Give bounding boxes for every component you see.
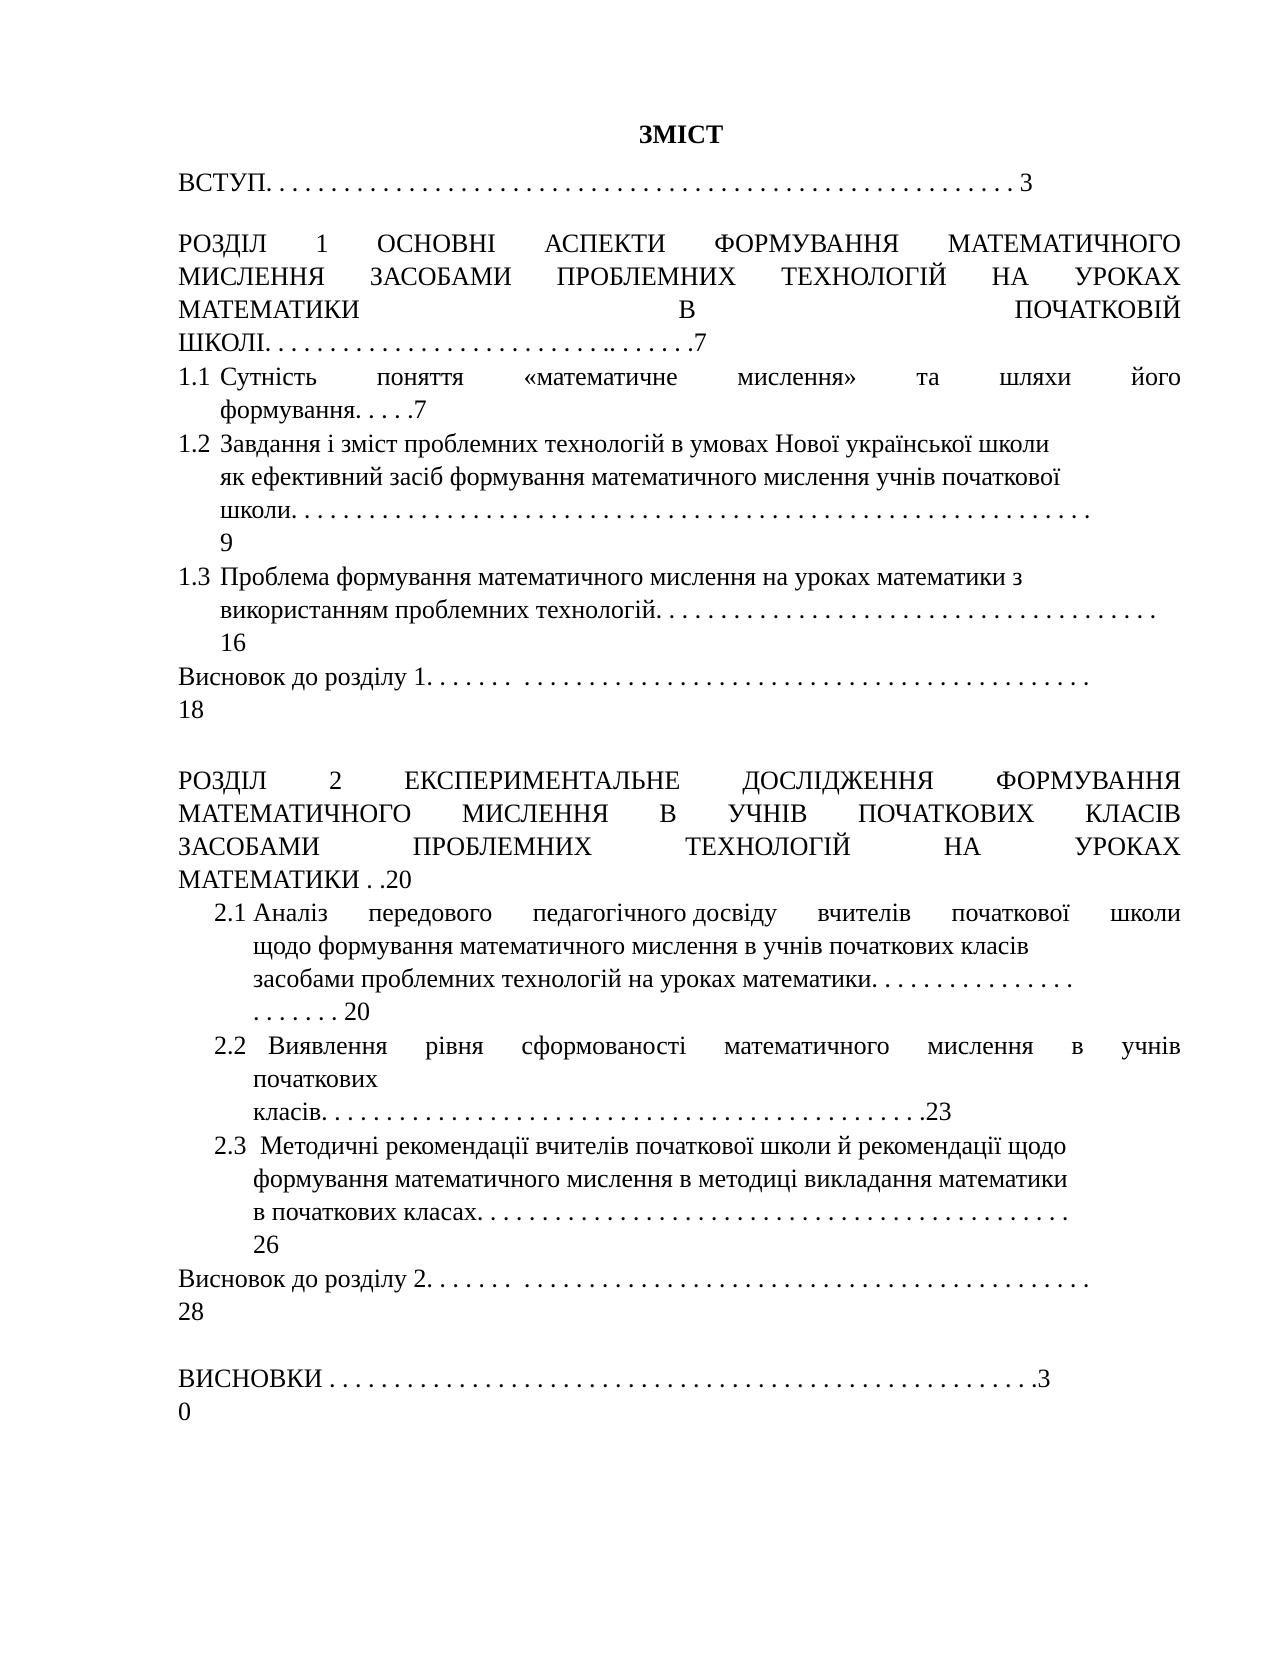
word: НА (991, 262, 1030, 291)
toc-item-2-2-row1 (268, 1029, 1181, 1062)
word: ЗАСОБАМИ (178, 832, 320, 861)
word: передового (368, 898, 493, 927)
word: УРОКАХ (1074, 832, 1181, 861)
toc-section2-conclusion: Висновок до розділу 2. . . . . . . . . . . . . . . . . . . . . . . . . . . . . . . . . . . . . . . . . . . . . . . . . . . (178, 1264, 1090, 1293)
toc-item-1-2-row2: як ефективний засіб формування математичного мислення учнів початкової (220, 462, 1061, 491)
word: РОЗДІЛ (178, 229, 268, 258)
word: поняття (376, 362, 464, 391)
section2-heading-row3 (178, 830, 1181, 863)
section1-heading-row1 (178, 227, 1181, 260)
word: ФОРМУВАННЯ (995, 766, 1181, 795)
toc-title: ЗМІСТ (638, 120, 724, 149)
word: В (659, 799, 677, 828)
word: та (916, 362, 940, 391)
toc-entry-intro: ВСТУП. . . . . . . . . . . . . . . . . . . . . . . . . . . . . . . . . . . . . . . . . . . . . . . . . . . . . . . . . . 3 (178, 168, 1033, 197)
word: МАТЕМАТИЧНОГО (947, 229, 1181, 258)
section1-heading-row2 (178, 260, 1181, 293)
toc-item-1-2-row3: школи. . . . . . . . . . . . . . . . . . . . . . . . . . . . . . . . . . . . . . . . . . . . . . . . . . . . . . . . . . . . . . (220, 495, 1091, 524)
word: Сутність (220, 362, 317, 391)
word: МАТЕМАТИЧНОГО (178, 799, 412, 828)
toc-entry-conclusions: ВИСНОВКИ . . . . . . . . . . . . . . . . . . . . . . . . . . . . . . . . . . . . . . . . . . . . . . . . . . . . . . .3 (178, 1364, 1051, 1393)
toc-item-1-3-row2: використанням проблемних технологій. . . . . . . . . . . . . . . . . . . . . . . . . . . . . . . . . . . . . . . (220, 595, 1157, 624)
word: початкової (951, 898, 1070, 927)
word: рівня (425, 1031, 484, 1060)
word: ТЕХНОЛОГІЙ (781, 262, 947, 291)
section2-heading-row2 (178, 797, 1181, 830)
word: ДОСЛІДЖЕННЯ (742, 766, 934, 795)
toc-item-2-3-row3: в початкових класах. . . . . . . . . . . . . . . . . . . . . . . . . . . . . . . . . . . . . . . . . . . . . . (253, 1197, 1069, 1226)
toc-section2-conclusion-page: 28 (178, 1297, 204, 1326)
word: ПОЧАТКОВИХ (858, 799, 1035, 828)
toc-item-2-2-row3: класів. . . . . . . . . . . . . . . . . . . . . . . . . . . . . . . . . . . . . . . . . . . . . . .23 (253, 1097, 952, 1126)
word: в (1071, 1031, 1084, 1060)
word: учнів (1121, 1031, 1181, 1060)
toc-entry-conclusions-page: 0 (178, 1397, 191, 1426)
word: математичного (724, 1031, 890, 1060)
toc-item-2-3-row2: формування математичного мислення в методиці викладання математики (253, 1164, 1068, 1193)
word: «математичне (523, 362, 678, 391)
word: НА (943, 832, 982, 861)
section1-heading-row4: ШКОЛІ. . . . . . . . . . . . . . . . . . . . . . . . . . .. . . . . . .7 (178, 328, 707, 357)
toc-item-2-3-row1: Методичні рекомендації вчителів початкової школи й рекомендації щодо (260, 1131, 1067, 1160)
word: АСПЕКТИ (544, 229, 666, 258)
toc-item-1-1-row2: формування. . . . .7 (220, 395, 427, 424)
word: педагогічного досвіду (532, 898, 778, 927)
toc-item-2-1-row4: . . . . . . . 20 (253, 997, 370, 1026)
toc-item-number: 1.3 (178, 562, 211, 591)
word: МИСЛЕННЯ (461, 799, 609, 828)
toc-section1-conclusion: Висновок до розділу 1. . . . . . . . . . . . . . . . . . . . . . . . . . . . . . . . . . . . . . . . . . . . . . . . . . . (178, 662, 1090, 691)
toc-item-1-1-row1 (220, 360, 1181, 393)
word: мислення» (737, 362, 857, 391)
word: РОЗДІЛ (178, 766, 268, 795)
word: його (1131, 362, 1181, 391)
toc-item-number: 1.2 (178, 429, 211, 458)
word: В (678, 295, 696, 324)
word: ЕКСПЕРИМЕНТАЛЬНЕ (404, 766, 681, 795)
word: КЛАСІВ (1085, 799, 1181, 828)
word: 1 (315, 229, 329, 258)
word: УЧНІВ (727, 799, 808, 828)
word: МИСЛЕННЯ (178, 262, 325, 291)
word: ОСНОВНІ (377, 229, 496, 258)
toc-item-2-1-row2: щодо формування математичного мислення в учнів початкових класів (253, 931, 1029, 960)
word: ТЕХНОЛОГІЙ (685, 832, 851, 861)
word: школи (1110, 898, 1181, 927)
toc-item-2-2-row2: початкових (253, 1064, 379, 1093)
toc-item-number: 2.1 (214, 898, 247, 927)
word: ЗАСОБАМИ (369, 262, 512, 291)
toc-item-1-2-page: 9 (220, 528, 233, 557)
toc-item-2-1-row3: засобами проблемних технологій на уроках математики. . . . . . . . . . . . . . . . (253, 964, 1073, 993)
toc-item-2-3-page: 26 (253, 1230, 279, 1259)
word: Виявлення (268, 1031, 388, 1060)
word: УРОКАХ (1074, 262, 1181, 291)
toc-section1-conclusion-page: 18 (178, 695, 204, 724)
word: ПРОБЛЕМНИХ (556, 262, 737, 291)
toc-item-1-3-page: 16 (220, 628, 246, 657)
word: 2 (329, 766, 343, 795)
word: вчителів (817, 898, 912, 927)
toc-item-2-1-row1 (253, 896, 1181, 929)
word: сформованості (521, 1031, 687, 1060)
word: мислення (927, 1031, 1034, 1060)
word: ПРОБЛЕМНИХ (412, 832, 593, 861)
toc-item-1-2-row1: Завдання і зміст проблемних технологій в умовах Нової української школи (220, 429, 1050, 458)
toc-item-number: 2.3 (214, 1131, 247, 1160)
section2-heading-row1 (178, 764, 1181, 797)
word: шляхи (999, 362, 1072, 391)
word: Аналіз (253, 898, 328, 927)
section2-heading-row4: МАТЕМАТИКИ . .20 (178, 865, 412, 894)
word: МАТЕМАТИКИ (178, 295, 360, 324)
toc-item-number: 1.1 (178, 362, 211, 391)
word: ФОРМУВАННЯ (714, 229, 900, 258)
word: ПОЧАТКОВІЙ (1014, 295, 1181, 324)
section1-heading-row3 (178, 293, 1181, 326)
toc-item-number: 2.2 (214, 1031, 247, 1060)
toc-item-1-3-row1: Проблема формування математичного мислення на уроках математики з (220, 562, 1023, 591)
